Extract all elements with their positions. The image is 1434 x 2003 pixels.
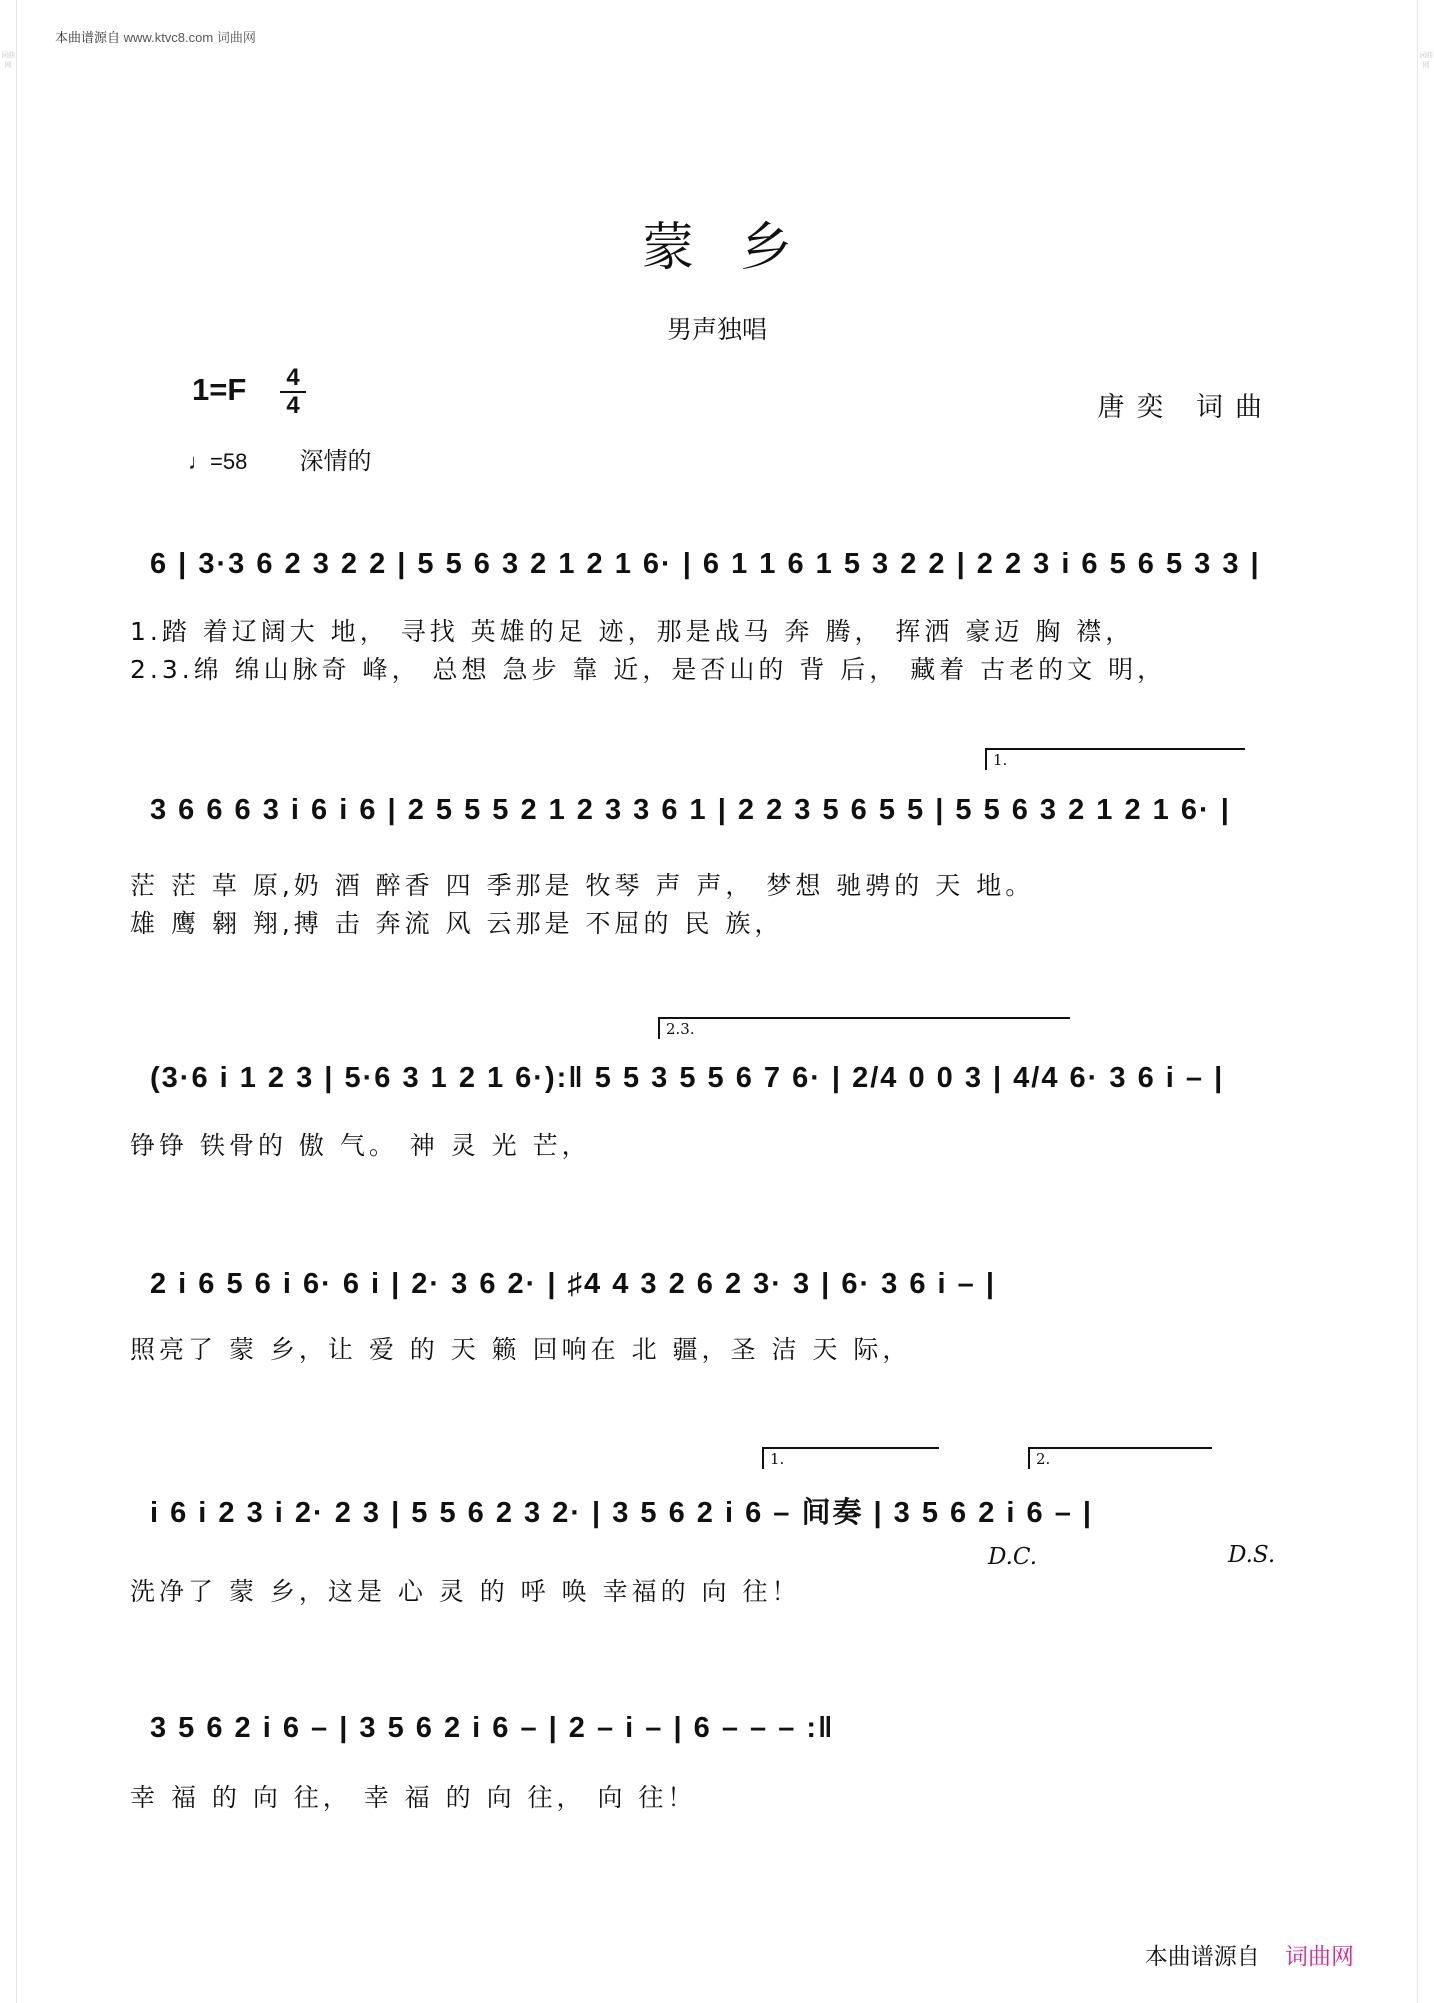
meter-bottom: 4 (286, 392, 300, 419)
meter-top: 4 (286, 364, 300, 391)
da-capo-mark: D.C. (988, 1544, 1038, 1570)
composer-credit: 唐奕 词曲 (1097, 392, 1274, 423)
ending-label: 1. (993, 751, 1008, 769)
source-header (55, 27, 256, 46)
staff-line-1-notes: 6 | 3·3 6 2 3 2 2 | 5 5 6 3 2 1 2 1 6· | 6 1 1 6 1 5 3 2 2 | 2 2 3 i 6 5 6 5 3 3 | (150, 548, 1261, 580)
source-footer (1145, 1938, 1354, 1971)
ending-label: 2. (1036, 1450, 1051, 1468)
staff-line-5-lyric-1: 洗净了 蒙 乡，这是 心 灵 的 呼 唤 幸福的 向 往！ (130, 1577, 801, 1606)
staff-line-2-lyric-2: 雄 鹰 翱 翔,搏 击 奔流 风 云那是 不屈的 民 族， (130, 909, 784, 938)
tempo-line (188, 441, 371, 476)
song-subtitle: 男声独唱 (666, 315, 767, 344)
staff-line-4-notes: 2 i 6 5 6 i 6· 6 i | 2· 3 6 2· | ♯4 4 3 2 6 2 3· 3 | 6· 3 6 i – | (150, 1268, 996, 1300)
left-watermark-strip (0, 0, 17, 2003)
second-ending-bracket-coda (1028, 1447, 1212, 1469)
staff-line-1-lyric-2: 2.3.绵 绵山脉奇 峰， 总想 急步 靠 近，是否山的 背 后， 藏着 古老的文 明， (130, 655, 1167, 684)
first-ending-bracket-coda (762, 1447, 939, 1469)
source-site: 词曲网 (1285, 1944, 1354, 1970)
ending-label: 1. (770, 1450, 785, 1468)
watermark-text: 词曲网 (1, 51, 15, 69)
source-prefix: 本曲谱源自 (55, 30, 121, 45)
watermark-text: 词曲网 (1419, 51, 1433, 69)
staff-line-3-lyric-1: 铮铮 铁骨的 傲 气。 神 灵 光 芒， (130, 1131, 591, 1160)
time-signature (280, 366, 306, 418)
dal-segno-mark: D.S. (1228, 1542, 1276, 1568)
expression-mark: 深情的 (299, 447, 372, 475)
staff-line-2-notes: 3 6 6 6 3 i 6 i 6 | 2 5 5 5 2 1 2 3 3 6 1 | 2 2 3 5 6 5 5 | 5 5 6 3 2 1 2 1 6· | (150, 794, 1231, 826)
source-site: www.ktvc8.com 词曲网 (123, 30, 256, 45)
staff-line-4-lyric-1: 照亮了 蒙 乡，让 爱 的 天 籁 回响在 北 疆，圣 洁 天 际， (130, 1335, 912, 1364)
ending-label: 2.3. (666, 1020, 695, 1038)
staff-line-3-notes: (3·6 i 1 2 3 | 5·6 3 1 2 1 6·):‖ 5 5 3 5 5 6 7 6· | 2/4 0 0 3 | 4/4 6· 3 6 i – | (150, 1062, 1225, 1094)
staff-line-6-lyric-1: 幸 福 的 向 往， 幸 福 的 向 往， 向 往！ (130, 1783, 697, 1812)
staff-line-2-lyric-1: 茫 茫 草 原,奶 酒 醉香 四 季那是 牧琴 声 声， 梦想 驰骋的 天 地。 (130, 871, 1035, 900)
key-signature: 1=F (192, 372, 247, 407)
source-prefix: 本曲谱源自 (1144, 1944, 1260, 1970)
song-title: 蒙乡 (641, 218, 838, 278)
staff-line-1-lyric-1: 1.踏 着辽阔大 地， 寻找 英雄的足 迹，那是战马 奔 腾， 挥洒 豪迈 胸 襟， (130, 617, 1135, 646)
second-third-ending-bracket (658, 1017, 1070, 1039)
tempo-mark: ♩=58 (188, 449, 248, 474)
right-watermark-strip (1417, 0, 1434, 2003)
first-ending-bracket (985, 748, 1245, 770)
staff-line-5-notes: i 6 i 2 3 i 2· 2 3 | 5 5 6 2 3 2· | 3 5 6 2 i 6 – 间奏 | 3 5 6 2 i 6 – | (150, 1497, 1094, 1529)
staff-line-6-notes: 3 5 6 2 i 6 – | 3 5 6 2 i 6 – | 2 – i – | 6 – – – :‖ (150, 1712, 835, 1744)
